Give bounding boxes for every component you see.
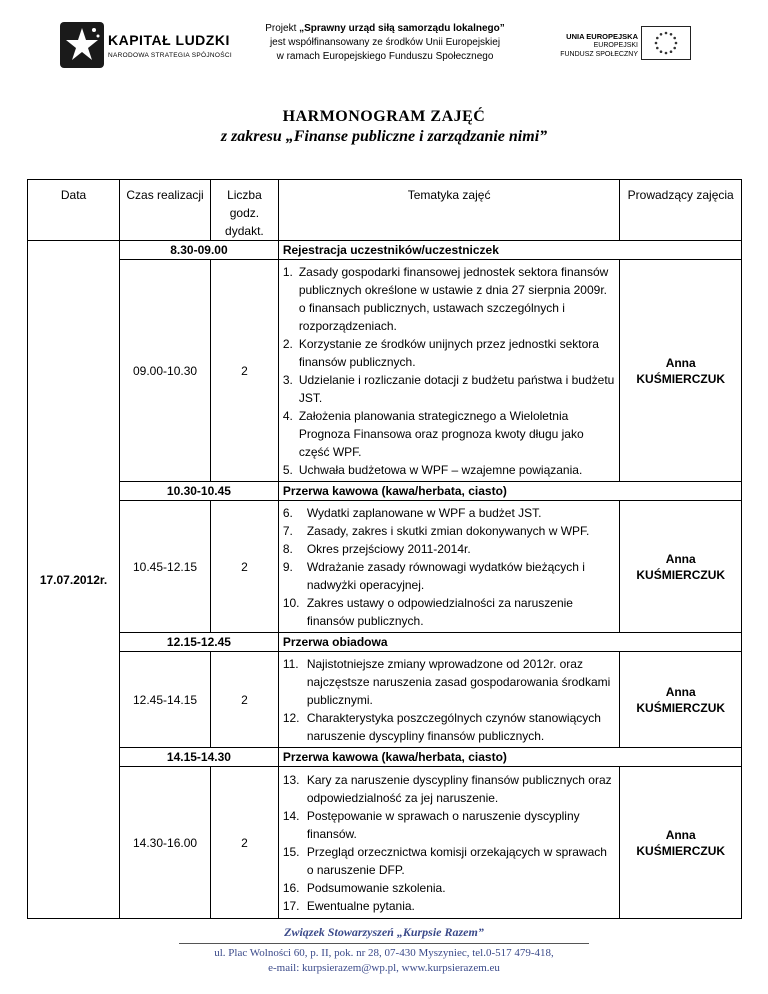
list-item — [283, 807, 616, 843]
item-text: Zakres ustawy o odpowiedzialności za naruszenie finansów publicznych. — [306, 595, 573, 628]
eu-title: UNIA EUROPEJSKA — [566, 32, 638, 41]
item-number: 7. — [282, 523, 293, 538]
block3-lecturer — [620, 652, 742, 748]
eu-flag-icon — [641, 26, 691, 60]
item-number: 9. — [282, 559, 293, 574]
document-footer — [0, 925, 768, 976]
break2-text: Przerwa obiadowa — [278, 633, 741, 652]
topic-list — [283, 263, 616, 479]
document-title — [0, 108, 768, 146]
block3-hours: 2 — [211, 652, 279, 748]
list-item — [283, 522, 616, 540]
item-text: Założenia planowania strategicznego a Wieloletnia Prognoza Finansowa oraz prognoza kwoty długu jako część WPF. — [298, 408, 584, 459]
block2-hours: 2 — [211, 501, 279, 633]
lecturer-first: Anna — [665, 355, 696, 370]
kl-subtitle: NARODOWA STRATEGIA SPÓJNOŚCI — [108, 52, 232, 59]
footer-org: Związek Stowarzyszeń „Kurpsie Razem” — [284, 925, 484, 939]
table-row — [28, 767, 742, 919]
break1-text: Przerwa kawowa (kawa/herbata, ciasto) — [278, 482, 741, 501]
item-text: Korzystanie ze środków unijnych przez jednostki sektora finansów publicznych. — [298, 336, 599, 369]
item-text: Wdrażanie zasady równowagi wydatków bieżących i nadwyżki operacyjnej. — [306, 559, 585, 592]
title-line2: z zakresu „Finanse publiczne i zarządzanie nimi” — [220, 128, 548, 145]
item-text: Postępowanie w sprawach o naruszenie dyscypliny finansów. — [306, 808, 580, 841]
topic-list — [283, 771, 616, 915]
item-text: Przegląd orzecznictwa komisji orzekających w sprawach o naruszenie DFP. — [306, 844, 607, 877]
break3-text: Przerwa kawowa (kawa/herbata, ciasto) — [278, 748, 741, 767]
item-number: 10. — [282, 595, 300, 610]
lecturer-first: Anna — [665, 551, 696, 566]
project-line3: w ramach Europejskiego Funduszu Społecznego — [276, 51, 494, 62]
item-text: Uchwała budżetowa w WPF – wzajemne powiązania. — [298, 462, 583, 477]
list-item — [283, 709, 616, 745]
document-header — [0, 0, 768, 90]
item-number: 11. — [282, 656, 299, 671]
item-number: 13. — [282, 772, 300, 787]
schedule-table — [27, 179, 742, 919]
list-item — [283, 771, 616, 807]
star-logo-icon — [60, 22, 104, 68]
list-item — [283, 263, 616, 335]
header-hours: Liczba godz. dydakt. — [211, 180, 279, 241]
kl-title: KAPITAŁ LUDZKI — [108, 32, 230, 48]
item-number: 16. — [282, 880, 300, 895]
item-text: Ewentualne pytania. — [306, 898, 415, 913]
block1-lecturer — [620, 260, 742, 482]
topic-list — [283, 504, 616, 630]
table-row — [28, 482, 742, 501]
registration-text: Rejestracja uczestników/uczestniczek — [278, 241, 741, 260]
kapital-ludzki-logo — [60, 22, 240, 72]
block4-topics — [278, 767, 620, 919]
footer-address: ul. Plac Wolności 60, p. II, pok. nr 28, 07-430 Myszyniec, tel.0-517 479-418, — [214, 947, 554, 959]
header-time: Czas realizacji — [120, 180, 211, 241]
item-number: 4. — [282, 408, 293, 423]
block3-topics — [278, 652, 620, 748]
registration-time: 8.30-09.00 — [120, 241, 279, 260]
list-item — [283, 879, 616, 897]
item-text: Charakterystyka poszczególnych czynów stanowiących naruszenie dyscypliny finansów publicznych. — [306, 710, 601, 743]
topic-list — [283, 655, 616, 745]
table-row — [28, 633, 742, 652]
list-item — [283, 558, 616, 594]
break3-time: 14.15-14.30 — [120, 748, 279, 767]
table-row — [28, 241, 742, 260]
block3-time: 12.45-14.15 — [120, 652, 211, 748]
item-number: 17. — [282, 898, 300, 913]
lecturer-first: Anna — [665, 827, 696, 842]
table-row — [28, 652, 742, 748]
block1-topics — [278, 260, 620, 482]
block4-time: 14.30-16.00 — [120, 767, 211, 919]
header-lecturer: Prowadzący zajęcia — [620, 180, 742, 241]
item-text: Udzielanie i rozliczanie dotacji z budżetu państwa i budżetu JST. — [298, 372, 615, 405]
project-name: „Sprawny urząd siłą samorządu lokalnego” — [299, 23, 505, 34]
item-text: Podsumowanie szkolenia. — [306, 880, 446, 895]
item-number: 1. — [282, 264, 293, 279]
item-text: Zasady, zakres i skutki zmian dokonywanych w WPF. — [306, 523, 590, 538]
lecturer-last: KUŚMIERCZUK — [636, 843, 726, 858]
list-item — [283, 407, 616, 461]
eu-line3: FUNDUSZ SPOŁECZNY — [560, 51, 638, 58]
list-item — [283, 504, 616, 522]
item-text: Zasady gospodarki finansowej jednostek sektora finansów publicznych określone w ustawie z dnia 27 sierpnia 2009r. o finansach publicznych, ustawach szczególnych i rozporządzeniach. — [298, 264, 609, 333]
list-item — [283, 897, 616, 915]
item-text: Wydatki zaplanowane w WPF a budżet JST. — [306, 505, 542, 520]
block4-hours: 2 — [211, 767, 279, 919]
lecturer-last: KUŚMIERCZUK — [636, 700, 726, 715]
footer-contact: e-mail: kurpsierazem@wp.pl, www.kurpsierazem.eu — [268, 962, 500, 974]
block2-topics — [278, 501, 620, 633]
item-number: 14. — [282, 808, 300, 823]
block4-lecturer — [620, 767, 742, 919]
list-item — [283, 371, 616, 407]
header-topic: Tematyka zajęć — [278, 180, 620, 241]
item-text: Najistotniejsze zmiany wprowadzone od 2012r. oraz najczęstsze naruszenia zasad gospodarowania środkami publicznymi. — [306, 656, 611, 707]
item-number: 3. — [282, 372, 293, 387]
item-number: 15. — [282, 844, 300, 859]
item-number: 6. — [282, 505, 293, 520]
list-item — [283, 655, 616, 709]
project-line2: jest współfinansowany ze środków Unii Europejskiej — [269, 37, 501, 48]
lecturer-last: KUŚMIERCZUK — [636, 567, 726, 582]
item-text: Okres przejściowy 2011-2014r. — [306, 541, 471, 556]
header-date: Data — [28, 180, 120, 241]
eu-line2: EUROPEJSKI — [593, 42, 638, 49]
block1-time: 09.00-10.30 — [120, 260, 211, 482]
table-row — [28, 501, 742, 633]
lecturer-last: KUŚMIERCZUK — [636, 371, 726, 386]
block2-time: 10.45-12.15 — [120, 501, 211, 633]
list-item — [283, 335, 616, 371]
table-row — [28, 748, 742, 767]
break2-time: 12.15-12.45 — [120, 633, 279, 652]
item-number: 12. — [282, 710, 300, 725]
list-item — [283, 843, 616, 879]
date-cell: 17.07.2012r. — [28, 241, 120, 919]
title-line1: HARMONOGRAM ZAJĘĆ — [282, 108, 486, 125]
list-item — [283, 594, 616, 630]
project-info — [240, 22, 530, 64]
table-row — [28, 260, 742, 482]
break1-time: 10.30-10.45 — [120, 482, 279, 501]
item-number: 2. — [282, 336, 293, 351]
table-header-row — [28, 180, 742, 241]
block1-hours: 2 — [211, 260, 279, 482]
project-prefix: Projekt — [265, 23, 300, 34]
footer-divider — [179, 943, 589, 944]
block2-lecturer — [620, 501, 742, 633]
lecturer-first: Anna — [665, 684, 696, 699]
eu-text — [548, 32, 638, 59]
item-text: Kary za naruszenie dyscypliny finansów publicznych oraz odpowiedzialność za jej naruszenie. — [306, 772, 612, 805]
list-item — [283, 461, 616, 479]
item-number: 5. — [282, 462, 293, 477]
item-number: 8. — [282, 541, 293, 556]
list-item — [283, 540, 616, 558]
